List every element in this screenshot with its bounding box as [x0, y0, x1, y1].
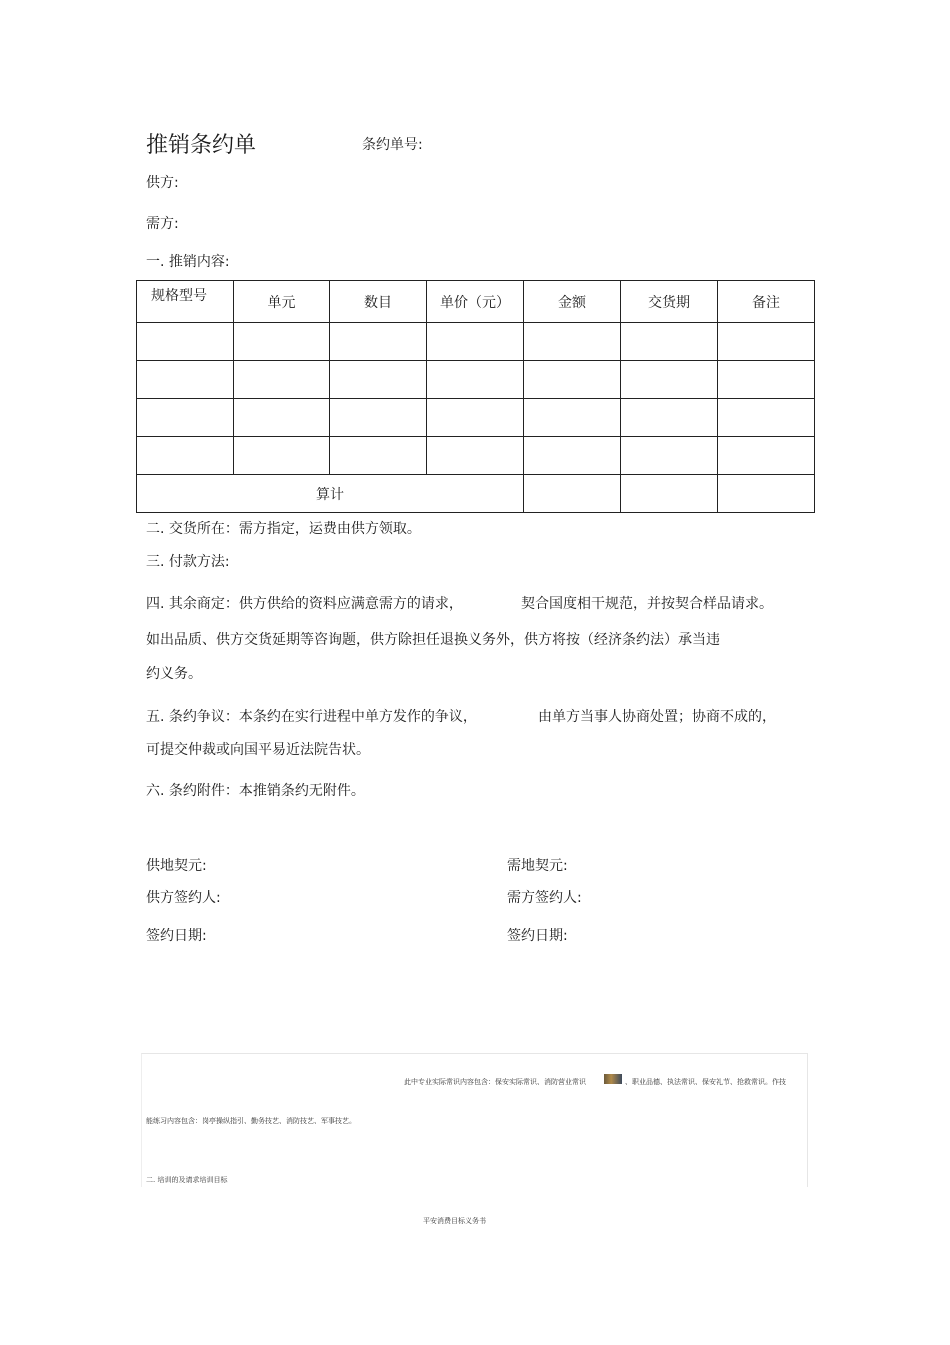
section-4-line-2: 如出品质、供方交货延期等咨询题，供方除担任退换义务外，供方将按（经济条约法）承当违: [146, 632, 720, 648]
total-label: 算计: [137, 475, 524, 513]
section-5-line-1a: 五. 条约争议：本条约在实行进程中单方发作的争议，: [146, 709, 477, 725]
table-cell: [427, 437, 524, 475]
supplier-signer-label: 供方签约人:: [146, 890, 221, 906]
table-cell: [524, 475, 621, 513]
table-cell: [524, 361, 621, 399]
section-5-line-1b: 由单方当事人协商处置；协商不成的，: [538, 709, 776, 725]
table-cell: [137, 437, 234, 475]
table-cell: [718, 361, 815, 399]
table-cell: [330, 361, 427, 399]
table-row: [137, 437, 815, 475]
supplier-label: 供方:: [146, 175, 179, 191]
table-cell: [621, 323, 718, 361]
thumbnail-image: [604, 1074, 622, 1084]
table-cell: [137, 399, 234, 437]
contract-number-label: 条约单号:: [362, 137, 423, 153]
table-cell: [524, 437, 621, 475]
column-header: 单价（元）: [427, 281, 524, 323]
table-cell: [330, 323, 427, 361]
column-header: 交货期: [621, 281, 718, 323]
page-title: 推销条约单: [146, 133, 257, 158]
table-cell: [137, 361, 234, 399]
column-header: 规格型号: [137, 281, 234, 323]
table-cell: [718, 475, 815, 513]
table-cell: [621, 437, 718, 475]
footer-line-2: 能练习内容包含：岗亭操纵指引、勤务技艺、消防技艺、军事技艺。: [146, 1117, 356, 1125]
table-cell: [427, 399, 524, 437]
table-cell: [718, 399, 815, 437]
table-cell: [621, 399, 718, 437]
table-cell: [234, 323, 330, 361]
column-header: 单元: [234, 281, 330, 323]
table-row: [137, 361, 815, 399]
purchase-items-table: [136, 280, 815, 513]
table-cell: [621, 475, 718, 513]
column-header: 数目: [330, 281, 427, 323]
buyer-label: 需方:: [146, 216, 179, 232]
supplier-date-label: 签约日期:: [146, 928, 207, 944]
buyer-address-label: 需地契元:: [507, 858, 568, 874]
section-6-text: 六. 条约附件：本推销条约无附件。: [146, 783, 365, 799]
table-cell: [621, 361, 718, 399]
section-4-line-3: 约义务。: [146, 666, 202, 682]
buyer-date-label: 签约日期:: [507, 928, 568, 944]
table-row: [137, 323, 815, 361]
section-2-text: 二. 交货所在：需方指定，运费由供方领取。: [146, 521, 421, 537]
footer-line-1a: 此中专业实际常识内容包含：保安实际常识、消防营业常识: [404, 1078, 586, 1086]
table-cell: [234, 399, 330, 437]
table-cell: [330, 399, 427, 437]
footer-line-1b: 、职业品德、执法常识、保安礼节、抢救常识。作技: [625, 1078, 786, 1086]
table-cell: [234, 361, 330, 399]
table-row: [137, 399, 815, 437]
table-cell: [524, 323, 621, 361]
section-5-line-2: 可提交仲裁或向国平易近法院告状。: [146, 742, 370, 758]
section-1-heading: 一. 推销内容:: [146, 254, 230, 270]
table-cell: [330, 437, 427, 475]
supplier-address-label: 供地契元:: [146, 858, 207, 874]
section-4-line-1a: 四. 其余商定：供方供给的资料应满意需方的请求，: [146, 596, 463, 612]
table-cell: [427, 323, 524, 361]
column-header: 备注: [718, 281, 815, 323]
footer-line-3: 二. 培训的及请求培训目标: [146, 1176, 228, 1184]
section-4-line-1b: 契合国度相干规范，并按契合样品请求。: [521, 596, 773, 612]
page-caption: 平安消费目标义务书: [423, 1217, 486, 1225]
table-cell: [234, 437, 330, 475]
table-cell: [137, 323, 234, 361]
table-cell: [718, 323, 815, 361]
table-header-row: [137, 281, 815, 323]
column-header: 金额: [524, 281, 621, 323]
buyer-signer-label: 需方签约人:: [507, 890, 582, 906]
table-cell: [427, 361, 524, 399]
section-3-text: 三. 付款方法:: [146, 554, 230, 570]
table-cell: [524, 399, 621, 437]
table-total-row: [137, 475, 815, 513]
table-cell: [718, 437, 815, 475]
